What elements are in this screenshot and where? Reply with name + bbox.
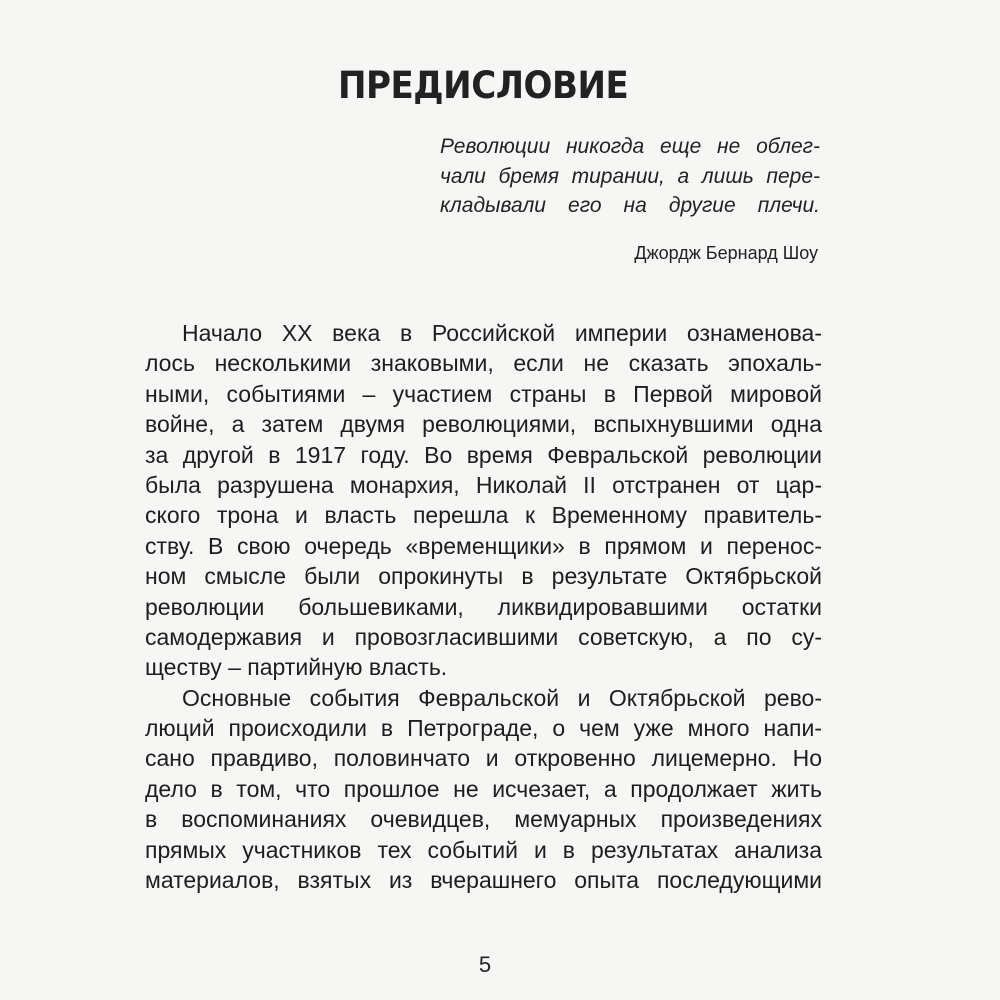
paragraph: [145, 318, 822, 683]
text-line: ном смысле были опрокинуты в результате Октябрьской: [145, 563, 822, 590]
text-line: ству. В свою очередь «временщики» в прямом и перенос-: [145, 532, 822, 559]
text-line: за другой в 1917 году. Во время Февральской революции: [145, 441, 822, 468]
epigraph: [440, 132, 820, 221]
text-line: революции большевиками, ликвидировавшими остатки: [145, 593, 822, 620]
text-line: материалов, взятых из вчерашнего опыта последующими: [145, 867, 822, 894]
text-line: люций происходили в Петрограде, о чем уже много напи-: [145, 715, 822, 742]
text-line: Основные события Февральской и Октябрьской рево-: [182, 684, 822, 711]
text-line: самодержавия и провозгласившими советскую, а по су-: [145, 623, 822, 650]
epigraph-author: Джордж Бернард Шоу: [634, 243, 818, 263]
chapter-title: ПРЕДИСЛОВИЕ: [338, 64, 629, 107]
text-line: ского трона и власть перешла к Временному правитель-: [145, 502, 822, 529]
page-number: 5: [478, 952, 492, 977]
epigraph-line: кладывали его на другие плечи.: [440, 194, 820, 217]
paragraph: [145, 683, 822, 896]
text-line: была разрушена монархия, Николай II отстранен от цар-: [145, 471, 822, 498]
epigraph-line: чали бремя тирании, а лишь пере-: [440, 164, 820, 188]
text-line: ными, событиями – участием страны в Первой мировой: [145, 380, 822, 407]
text-line: лось несколькими знаковыми, если не сказать эпохаль-: [145, 350, 822, 377]
epigraph-line: Революции никогда еще не облег-: [440, 135, 820, 158]
text-line: дело в том, что прошлое не исчезает, а продолжает жить: [145, 775, 822, 802]
body-text: [145, 318, 822, 895]
text-line: в воспоминаниях очевидцев, мемуарных произведениях: [145, 806, 822, 833]
text-line: Начало XX века в Российской империи ознаменова-: [182, 320, 822, 346]
text-line: прямых участников тех событий и в результатах анализа: [145, 836, 822, 863]
text-line: ществу – партийную власть.: [145, 654, 448, 681]
text-line: сано правдиво, половинчато и откровенно лицемерно. Но: [145, 745, 822, 772]
text-line: войне, а затем двумя революциями, вспыхнувшими одна: [145, 411, 822, 438]
